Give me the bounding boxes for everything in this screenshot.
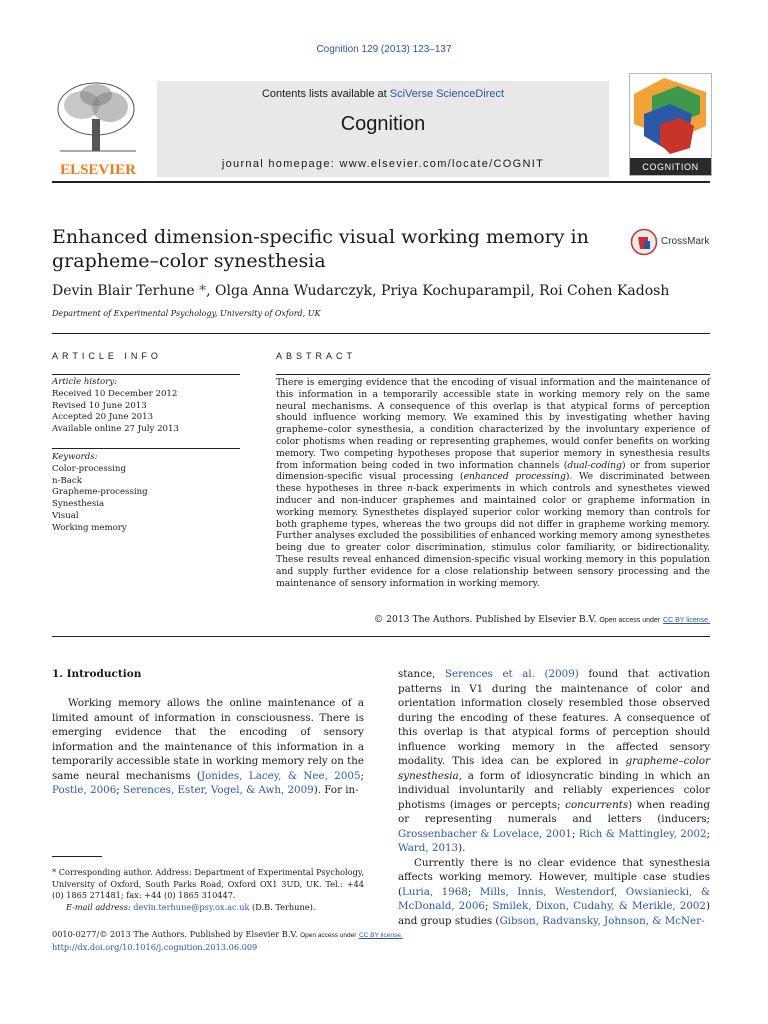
- citation-link[interactable]: Serences et al. (2009): [444, 668, 579, 680]
- intro-right-column: stance, Serences et al. (2009) found that activation patterns in V1 during the maintenance of color and orientation information closely resembled those observed during the encoding of these features. A consequence of this overlap is that atypical forms of perception should influence working memory in the affected sensory modality. This idea can be explored in grapheme–color synesthesia, a form of idiosyncratic binding in which an individual involuntarily and reliably experiences color photisms (images or percepts; concurrents) when reading or representing numerals and letters (inducers; Grossenbacher & Lovelace, 2001; Rich & Mattingley, 2002; Ward, 2013). Currently there is no clear evidence that synesthesia affects working memory. However, multiple case studies (Luria, 1968; Mills, Innis, Westendorf, Owsianiecki, & McDonald, 2006; Smilek, Dixon, Cudahy, & Merikle, 2002) and group studies (Gibson, Radvansky, Johnson, & McNer-: [398, 668, 711, 927]
- keywords-head: Keywords:: [52, 452, 98, 462]
- citation-link[interactable]: Jonides, Lacey, & Nee, 2005: [200, 769, 361, 782]
- header-rule: [52, 333, 710, 334]
- cc-by-license-link[interactable]: CC BY license.: [359, 932, 403, 939]
- article-title: Enhanced dimension-specific visual working memory in grapheme–color synesthesia: [52, 226, 589, 272]
- keywords: [52, 452, 148, 535]
- keyword: Synesthesia: [52, 499, 105, 510]
- abstract-copyright: © 2013 The Authors. Published by Elsevier B.V. Open access under CC BY license.: [374, 614, 710, 625]
- abstract-bottom-rule: [52, 636, 710, 637]
- keyword: n-Back: [52, 475, 82, 486]
- corresponding-footnote: * Corresponding author. Address: Department of Experimental Psychology, University of Oxford, South Parks Road, Oxford OX1 3UD, UK. Tel.: +44 (0) 1865 271481; fax: +44 (0) 1865 310447. E-mail address: devin.terhune@psy.ox.ac.uk (D.B. Terhune).: [52, 867, 364, 912]
- keyword: Working memory: [52, 522, 127, 533]
- article-info-rule: [52, 374, 240, 375]
- intro-left-column: Working memory allows the online maintenance of a limited amount of information in consciousness. There is emerging evidence that the encoding of sensory information and the maintenance of this information in a temporarily accessible state in working memory rely on the same neural mechanisms (Jonides, Lacey, & Nee, 2005; Postle, 2006; Serences, Ester, Vogel, & Awh, 2009). For in-: [52, 697, 364, 796]
- cover-art-icon: [630, 74, 711, 175]
- journal-band: [157, 81, 609, 177]
- tree-trunk: [92, 119, 100, 151]
- masthead: [52, 73, 710, 183]
- abstract-label: ABSTRACT: [276, 351, 357, 361]
- citation-link[interactable]: Postle, 2006: [52, 784, 117, 796]
- doi-link[interactable]: http://dx.doi.org/10.1016/j.cognition.2013.06.009: [52, 941, 258, 952]
- authors: [52, 283, 669, 299]
- issn-line: 0010-0277/© 2013 The Authors. Published by Elsevier B.V. Open access under CC BY license.: [52, 929, 403, 939]
- journal-citation: Cognition 129 (2013) 123–137: [316, 44, 452, 55]
- cover-block-red: [660, 118, 694, 154]
- email-link[interactable]: devin.terhune@psy.ox.ac.uk: [133, 901, 250, 912]
- citation-link[interactable]: Gibson, Radvansky, Johnson, & McNer-: [499, 914, 705, 927]
- citation-link[interactable]: Mills, Innis, Westendorf, Owsianiecki, & McDonald, 2006: [398, 885, 710, 912]
- authors-rest: , Olga Anna Wudarczyk, Priya Kochuparampil, Roi Cohen Kadosh: [206, 283, 670, 299]
- keywords-rule: [52, 448, 240, 449]
- journal-title: Cognition: [340, 113, 426, 135]
- citation-link[interactable]: Ward, 2013: [398, 842, 459, 854]
- history-head: Article history:: [52, 377, 118, 387]
- crossmark-badge[interactable]: [630, 228, 712, 256]
- tree-foliage-c: [80, 84, 112, 106]
- history-received: Received 10 December 2012: [52, 388, 178, 399]
- history-online: Available online 27 July 2013: [52, 424, 179, 435]
- journal-cover: [629, 73, 712, 176]
- history-revised: Revised 10 June 2013: [52, 400, 147, 411]
- footnote-rule: [52, 856, 102, 857]
- history-accepted: Accepted 20 June 2013: [52, 412, 154, 423]
- cc-by-license-link[interactable]: CC BY license.: [663, 617, 710, 624]
- article-history: [52, 377, 179, 436]
- crossmark-label: CrossMark: [661, 236, 710, 247]
- masthead-rule: [52, 181, 710, 183]
- bottom-notes: [52, 929, 403, 953]
- abstract-text: There is emerging evidence that the encoding of visual information and the maintenance of this information in a temporarily accessible state in working memory rely on the same neural mechanisms. A consequence of this overlap is that atypical forms of perception should influence working memory. We examined this by investigating whether having grapheme–color synesthesia, a condition characterized by the involuntary experience of color photisms when reading or representing graphemes, would confer benefits on working memory. Two competing hypotheses propose that superior memory in synesthesia results from information being coded in two information channels (dual-coding) or from superior dimension-specific visual processing (enhanced processing). We discriminated between these hypotheses in three n-back experiments in which controls and synesthetes viewed inducer and non-inducer graphemes and maintained color or grapheme information in working memory. Synesthetes displayed superior color working memory than controls for both grapheme types, whereas the two groups did not differ in grapheme working memory. Further analyses excluded the possibilities of enhanced working memory among synesthetes being due to greater color discrimination, stimulus color familiarity, or bidirectionality. These results reveal enhanced dimension-specific visual working memory in this population and supply further evidence for a close relationship between sensory processing and the maintenance of sensory information in working memory.: [276, 377, 711, 589]
- citation-link[interactable]: Grossenbacher & Lovelace, 2001: [398, 827, 572, 840]
- elsevier-wordmark: ELSEVIER: [60, 162, 136, 177]
- sciencedirect-link[interactable]: SciVerse ScienceDirect: [389, 88, 505, 100]
- citation-link[interactable]: Luria, 1968: [402, 885, 468, 898]
- keyword: Color-processing: [52, 463, 126, 474]
- journal-homepage[interactable]: journal homepage: www.elsevier.com/locate/COGNIT: [221, 158, 545, 170]
- author-corresponding: Devin Blair Terhune: [52, 283, 195, 299]
- contents-line: [157, 88, 609, 100]
- elsevier-tree-logo: [52, 79, 144, 177]
- citation-link[interactable]: Smilek, Dixon, Cudahy, & Merikle, 2002: [492, 900, 706, 912]
- citation-link[interactable]: Serences, Ester, Vogel, & Awh, 2009: [123, 784, 314, 796]
- corresponding-star-link[interactable]: *: [199, 283, 207, 299]
- crossmark-icon: [630, 228, 658, 256]
- contents-prefix: Contents lists available at: [261, 88, 390, 100]
- cover-wordmark: COGNITION: [642, 162, 699, 172]
- citation-link[interactable]: Rich & Mattingley, 2002: [578, 827, 707, 840]
- affiliation: Department of Experimental Psychology, University of Oxford, UK: [52, 309, 321, 318]
- article-info-label: ARTICLE INFO: [52, 351, 162, 361]
- keyword: Grapheme-processing: [52, 487, 148, 498]
- section-heading-introduction: 1. Introduction: [52, 668, 142, 680]
- abstract-rule: [276, 374, 710, 375]
- keyword: Visual: [52, 510, 79, 521]
